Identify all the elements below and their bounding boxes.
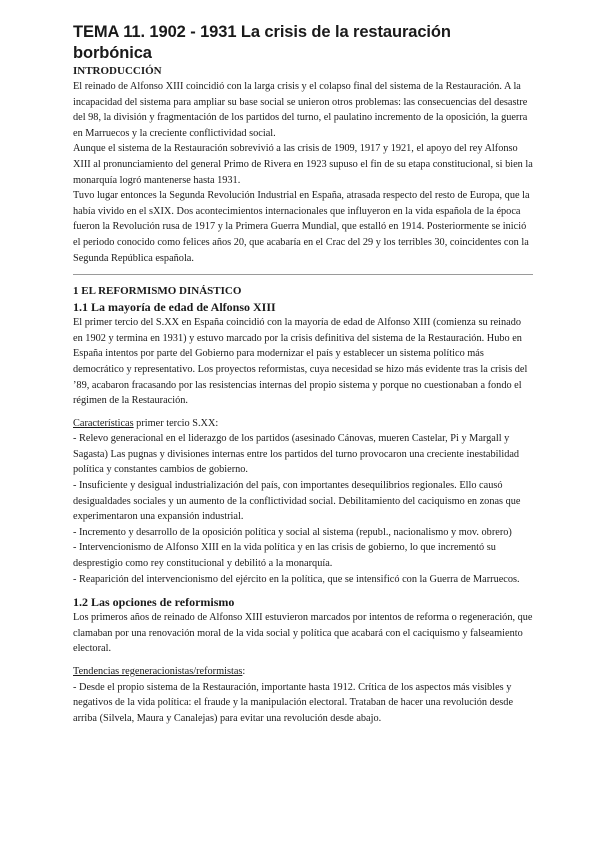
page-title: TEMA 11. 1902 - 1931 La crisis de la restauración borbónica — [73, 23, 451, 62]
subsection-1-1-heading: 1.1 La mayoría de edad de Alfonso XIII — [73, 300, 276, 315]
characteristics-item-5: - Reaparición del intervencionismo del ejército en la política, que se intensificó con la Guerra de Marruecos. — [73, 573, 520, 585]
intro-paragraph-3: Tuvo lugar entonces la Segunda Revolución Industrial en España, atrasada respecto del resto de Europa, que la había vivido en el sXIX. Dos acontecimientos internacionales que influyeron en la vida española de la época fueron la Revolución rusa de 1917 y la Primera Guerra Mundial, que estalló en 1914. Posteriormente se inició el periodo conocido como felices años 20, que acabaría en el Crac del 29 y los terribles 30, coincidentes con la Segunda República española. — [73, 190, 530, 264]
characteristics-item-2: - Insuficiente y desigual industrialización del país, con importantes desequilibrios regionales. Ello causó desigualdades sociales y un aumento de la conflictividad social. Debilitamiento del caciquismo en zonas que experimentaron una expansión industrial. — [73, 480, 521, 523]
characteristics-item-1: - Relevo generacional en el liderazgo de los partidos (asesinado Cánovas, mueren Castelar, Pi y Margall y Sagasta) Las pugnas y divisiones internas entre los partidos del turno provocaron una creciente inestabilidad política y constantes cambios de gobierno. — [73, 433, 520, 476]
characteristics-item-3: - Incremento y desarrollo de la oposición política y social al sistema (republ., nacionalismo y mov. obrero) — [73, 526, 512, 538]
document-body — [73, 22, 533, 726]
subsection-1-2-heading: 1.2 Las opciones de reformismo — [73, 595, 235, 610]
characteristics-item-4: - Intervencionismo de Alfonso XIII en la vida política y en las crisis de gobierno, lo que incrementó su desprestigio como rey constitucional y debilitó a la monarquía. — [73, 542, 496, 570]
tendencies-item-1: - Desde el propio sistema de la Restauración, importante hasta 1912. Crítica de los aspectos más visibles y negativos de la vida política: el fraude y la manipulación electoral. Trataban de hacer una revolución desde arriba (Silvela, Maura y Canalejas) para evitar una revolución desde abajo. — [73, 681, 514, 724]
characteristics-title-rest: primer tercio S.XX: — [133, 417, 219, 429]
subsection-1-1-paragraph: El primer tercio del S.XX en España coincidió con la mayoría de edad de Alfonso XIII (comienza su reinado en 1902 y termina en 1931) y estuvo marcado por la crisis definitiva del sistema de la Restauración. Hubo en España intentos por parte del Gobierno para modernizar el país y establecer un sistema político más democrático y representativo. Los proyectos reformistas, cuya necesidad se hizo más evidente tras la crisis del ’89, acabaron fracasando por las resistencias internas del propio sistema y porque no cuestionaban a fondo el régimen de la Restauración. — [73, 317, 528, 407]
section-1-heading: 1 EL REFORMISMO DINÁSTICO — [73, 285, 242, 298]
section-divider — [73, 274, 533, 275]
subsection-1-2-paragraph: Los primeros años de reinado de Alfonso XIII estuvieron marcados por intentos de reforma o regeneración, que clamaban por una renovación moral de la vida social y política que acabará con el caciquismo y falseamiento electoral. — [73, 612, 533, 655]
intro-paragraph-2: Aunque el sistema de la Restauración sobrevivió a las crisis de 1909, 1917 y 1921, el apoyo del rey Alfonso XIII al pronunciamiento del general Primo de Rivera en 1923 supuso el fin de su etapa constitucional, si bien la monarquía logró mantenerse hasta 1931. — [73, 143, 533, 186]
characteristics-title-underlined: Características — [73, 417, 134, 429]
intro-paragraph-1: El reinado de Alfonso XIII coincidió con la larga crisis y el colapso final del sistema de la Restauración. A la incapacidad del sistema para ampliar su base social se unieron otros problemas: las consecuencias del desastre del 98, la división y fragmentación de los partidos del turno, el paulatino incremento de la oposición, la guerra en Marruecos y la creciente conflictividad social. — [73, 81, 528, 139]
characteristics-title — [73, 416, 533, 432]
intro-heading: INTRODUCCIÓN — [73, 65, 162, 77]
tendencies-title-underlined: Tendencias regeneracionistas/reformistas — [73, 666, 243, 677]
tendencies-title-rest: : — [242, 666, 246, 677]
tendencies-title — [73, 664, 533, 680]
